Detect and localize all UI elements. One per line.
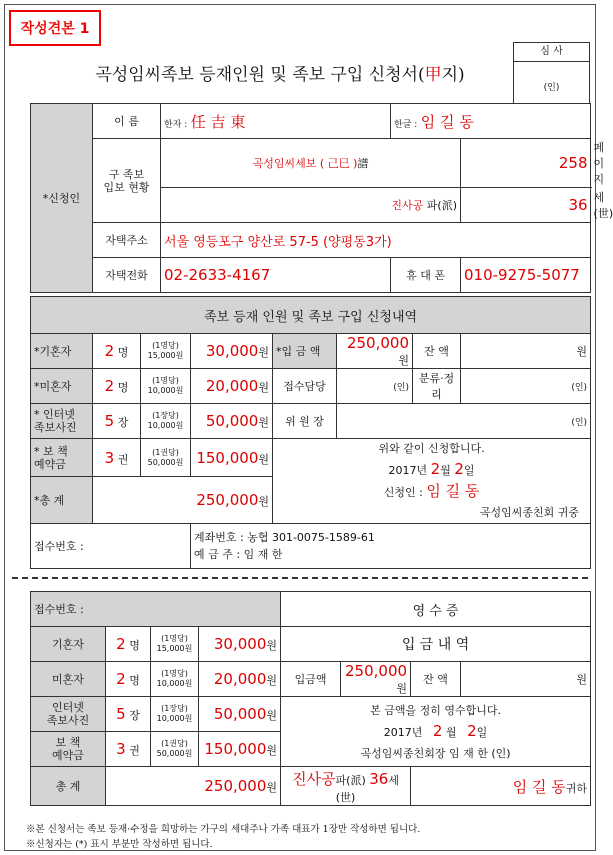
review-box [513, 42, 590, 104]
statement-applicant [276, 481, 587, 503]
rate-b: 10,000원 [156, 714, 193, 723]
amount: 30,000 [205, 342, 259, 360]
r-single-qty [106, 662, 151, 697]
qty: 3 [116, 740, 126, 758]
r-book-rate [151, 732, 199, 767]
r-name-cell [411, 767, 591, 806]
branch-value: 진사공 [391, 199, 424, 212]
r-balance-label: 잔 액 [411, 662, 461, 697]
r-married-label: 기혼자 [31, 627, 106, 662]
deposit-amount: 250,000 [346, 334, 409, 352]
r-married-amount [199, 627, 281, 662]
rate-b: 15,000원 [156, 644, 193, 653]
unit: 명 [117, 381, 129, 394]
r-photo-rate [151, 697, 199, 732]
balance-label: 잔 액 [413, 334, 461, 369]
date-month: 2 [430, 460, 441, 478]
qty: 5 [104, 412, 115, 430]
note-2: ※신청자는 (*) 표시 부분만 작성하면 됩니다. [26, 839, 213, 850]
won: 원 [258, 495, 269, 509]
won: 원 [396, 682, 408, 695]
receipt-table [30, 591, 591, 806]
rate-a: (1명당) [161, 634, 188, 643]
r-book-qty [106, 732, 151, 767]
hanja-label: 한자 : [164, 119, 188, 130]
row-single-label: *미혼자 [31, 369, 93, 404]
date-month-unit: 월 [445, 725, 457, 739]
row-book-qty[interactable] [93, 439, 141, 477]
chair-seal[interactable]: (인) [337, 404, 591, 439]
phone-value[interactable]: 02-2633-4167 [161, 258, 391, 293]
won: 원 [258, 381, 269, 394]
hanja-cell[interactable] [161, 104, 391, 139]
receipt-no: 접수번호 : [31, 592, 281, 627]
deposit-header: 입 금 내 역 [281, 627, 591, 662]
generation-cell[interactable] [461, 188, 591, 223]
page-title [60, 60, 500, 85]
r-balance-value: 원 [461, 662, 591, 697]
receiver-label: 접수담당 [273, 369, 337, 404]
won: 원 [258, 452, 269, 466]
section1-header: 족보 등재 인원 및 족보 구입 신청내역 [31, 297, 591, 334]
r-book-label: 보 책 예약금 [31, 732, 106, 767]
generation-unit: 세(世) [335, 773, 399, 804]
r-statement-cell [281, 697, 591, 767]
statement-cell [273, 439, 591, 524]
sort-seal[interactable]: (인) [461, 369, 591, 404]
page-no-value: 258 [558, 154, 588, 172]
old-book: 곡성임씨세보 ( 己巳 ) [252, 157, 358, 170]
unit: 명 [129, 639, 140, 652]
recipient-name: 임 길 동 [512, 777, 566, 796]
row-married-amount[interactable] [191, 334, 273, 369]
rate-b: 50,000원 [156, 749, 193, 758]
sample-stamp: 작성견본 1 [9, 10, 101, 46]
r-photo-label: 인터넷 족보사진 [31, 697, 106, 732]
statement-text: 위와 같이 신청합니다. [378, 442, 485, 455]
r-branch-cell [281, 767, 411, 806]
r-single-label: 미혼자 [31, 662, 106, 697]
rate-a: (1권당) [161, 739, 188, 748]
generation-value: 36 [568, 196, 588, 214]
r-photo-amount [199, 697, 281, 732]
r-deposit-amount-cell [341, 662, 411, 697]
row-married-rate [141, 334, 191, 369]
rate-a: (1권당) [152, 447, 179, 457]
r-issuer: 곡성임씨종친회장 임 재 한 (인) [360, 746, 511, 760]
won: 원 [398, 354, 409, 367]
title-prefix: 곡성임씨족보 등재인원 및 족보 구입 신청서( [95, 65, 425, 85]
mobile-label: 휴 대 폰 [391, 258, 461, 293]
unit: 권 [117, 452, 129, 466]
rate-a: (1장당) [152, 411, 179, 420]
receipt-header: 영 수 증 [281, 592, 591, 627]
applicant-name: 임 길 동 [426, 482, 480, 500]
r-statement: 본 금액을 정히 영수합니다. [370, 703, 501, 717]
rate-b: 10,000원 [156, 679, 193, 688]
statement-to: 곡성임씨종친회 귀중 [479, 506, 580, 519]
row-book-amount[interactable] [191, 439, 273, 477]
sort-label: 분류·정리 [413, 369, 461, 404]
r-single-amount [199, 662, 281, 697]
balance-value[interactable]: 원 [461, 334, 591, 369]
unit: 장 [129, 709, 140, 722]
won: 원 [266, 639, 278, 652]
r-single-rate [151, 662, 199, 697]
row-book-label: * 보 책 예약금 [31, 439, 93, 477]
title-suffix: 지) [441, 65, 465, 85]
rate-a: (1명당) [152, 376, 179, 385]
page-no[interactable] [461, 139, 591, 188]
amount: 50,000 [205, 412, 259, 430]
rate-b: 15,000원 [147, 351, 184, 360]
branch: 진사공 [292, 769, 336, 788]
hangul-value: 임 길 동 [420, 112, 474, 131]
branch-unit: 파(派) [426, 199, 458, 212]
row-photo-qty[interactable] [93, 404, 141, 439]
won: 원 [266, 674, 278, 687]
date-month-unit: 월 [440, 464, 451, 477]
mobile-value[interactable]: 010-9275-5077 [461, 258, 591, 293]
address-label: 자택주소 [93, 223, 161, 258]
amount: 50,000 [213, 705, 267, 723]
account-no: 계좌번호 : 농협 301-0075-1589-61 [194, 531, 375, 544]
deposit-amount: 250,000 [345, 662, 408, 680]
qty: 2 [104, 377, 115, 395]
status-label: 구 족보 입보 현황 [93, 139, 161, 223]
generation: 36 [369, 769, 389, 788]
date-year: 2017년 [388, 464, 428, 477]
hangul-cell[interactable] [391, 104, 591, 139]
branch-cell[interactable] [161, 188, 461, 223]
r-book-amount [199, 732, 281, 767]
address-value[interactable]: 서울 영등포구 양산로 57-5 (양평동3가) [161, 223, 591, 258]
date-day-unit: 일 [463, 464, 475, 477]
deposit-amount-cell[interactable] [337, 334, 413, 369]
row-book-rate [141, 439, 191, 477]
old-book-cell[interactable] [161, 139, 461, 188]
date-year: 2017년 [383, 725, 423, 739]
r-deposit-label: 입금액 [281, 662, 341, 697]
won: 원 [258, 416, 269, 429]
won: 원 [266, 709, 278, 722]
hanja-value: 任 吉 東 [190, 112, 246, 131]
chair-label: 위 원 장 [273, 404, 337, 439]
old-book-suffix: 譜 [357, 157, 369, 170]
qty: 2 [104, 342, 115, 360]
won: 원 [258, 346, 269, 359]
receipt-no-label: 접수번호 : [31, 524, 191, 569]
r-total-label: 총 계 [31, 767, 106, 806]
hangul-label: 한글 : [394, 119, 418, 130]
branch-unit: 파(派) [335, 773, 366, 787]
unit: 장 [117, 416, 129, 429]
r-married-qty [106, 627, 151, 662]
total-amount: 250,000 [204, 777, 267, 795]
date-month: 2 [432, 721, 443, 740]
date-day: 2 [454, 460, 464, 478]
r-date [284, 721, 587, 743]
won: 원 [266, 781, 278, 794]
applicant-label: 신청인 : [383, 486, 423, 499]
name-suffix: 귀하 [565, 781, 588, 795]
amount: 20,000 [205, 377, 259, 395]
amount: 150,000 [196, 448, 259, 467]
total-amount: 250,000 [196, 491, 259, 510]
row-single-qty[interactable] [93, 369, 141, 404]
applicant-section-label: *신청인 [31, 104, 93, 293]
won: 원 [266, 744, 278, 757]
phone-label: 자택전화 [93, 258, 161, 293]
deposit-label: *입 금 액 [273, 334, 337, 369]
rate-a: (1명당) [161, 669, 188, 678]
row-photo-amount[interactable] [191, 404, 273, 439]
row-photo-label: * 인터넷 족보사진 [31, 404, 93, 439]
applicant-table: *신청인 이 름 한자 : 任 吉 東 한글 : 임 길 동 구 족보 입보 현황 곡성임씨세보 ( 己巳 )譜 258 페이지 진사공 파(派) 36 세(世) 자택주소 서울 영등포구 양산로 57-5 (양평동3가) 자택전화 02-2633-4167 휴 대 폰 010-9275-5077 [30, 103, 591, 293]
amount: 30,000 [213, 635, 267, 653]
account-holder: 예 금 주 : 임 재 한 [194, 548, 283, 561]
unit: 명 [117, 346, 129, 359]
note-1: ※본 신청서는 족보 등재·수정을 희망하는 가구의 세대주나 가족 대표가 1장만 작성하면 됩니다. [26, 824, 421, 835]
review-label: 심 사 [514, 43, 589, 62]
cut-line [12, 577, 588, 579]
qty: 5 [116, 705, 126, 723]
review-seal: (인) [543, 83, 560, 93]
row-single-amount[interactable] [191, 369, 273, 404]
total-label: *총 계 [31, 477, 93, 524]
row-photo-rate [141, 404, 191, 439]
total-cell[interactable] [93, 477, 273, 524]
date-day-unit: 일 [476, 725, 488, 739]
rate-a: (1명당) [152, 341, 179, 350]
amount: 20,000 [213, 670, 267, 688]
date-day: 2 [467, 721, 477, 740]
r-married-rate [151, 627, 199, 662]
name-label: 이 름 [93, 104, 161, 139]
title-red: 甲 [424, 65, 442, 85]
qty: 3 [104, 448, 115, 467]
rate-b: 10,000원 [147, 421, 184, 430]
amount: 150,000 [204, 740, 267, 758]
rate-b: 50,000원 [147, 457, 184, 467]
r-total-cell [106, 767, 281, 806]
rate-a: (1장당) [161, 704, 188, 713]
row-single-rate [141, 369, 191, 404]
account-cell [191, 524, 591, 569]
receiver-seal[interactable]: (인) [337, 369, 413, 404]
application-table [30, 296, 591, 569]
qty: 2 [116, 635, 126, 653]
unit: 명 [129, 674, 140, 687]
r-photo-qty [106, 697, 151, 732]
rate-b: 10,000원 [147, 386, 184, 395]
statement-date [276, 459, 587, 481]
row-married-label: *기혼자 [31, 334, 93, 369]
qty: 2 [116, 670, 126, 688]
unit: 권 [129, 744, 140, 757]
row-married-qty[interactable] [93, 334, 141, 369]
